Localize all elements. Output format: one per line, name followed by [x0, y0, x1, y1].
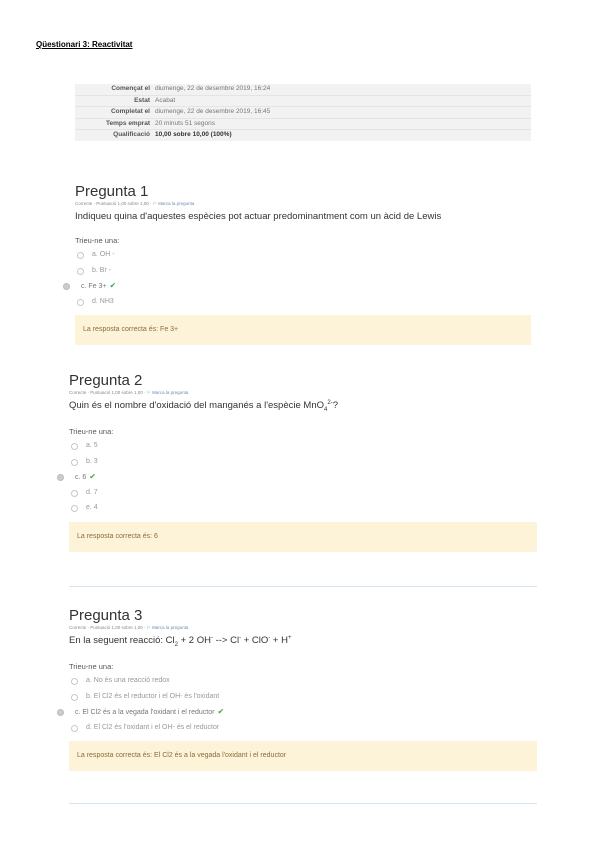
option-label: a. 5 — [86, 442, 98, 450]
subscript: 2 — [174, 642, 178, 649]
answer-prompt: Trieu-ne una: — [69, 662, 114, 672]
correct-answer-feedback: La resposta correcta és: Fe 3+ — [75, 315, 531, 345]
answer-option[interactable] — [69, 689, 537, 705]
check-icon: ✔ — [109, 281, 117, 290]
radio-button[interactable] — [71, 459, 78, 466]
flag-question-link[interactable]: Marca la pregunta — [152, 390, 189, 395]
question-text-part: --> Cl — [212, 635, 240, 647]
question-text-part: + ClO — [241, 635, 269, 647]
question-info: Correcte · Puntuació 1,00 sobre 1,00 · ⚐ Marca la pregunta — [75, 201, 195, 206]
option-label: b. 3 — [86, 457, 98, 465]
flag-question-link[interactable]: Marca la pregunta — [152, 625, 189, 630]
radio-button[interactable] — [77, 268, 84, 275]
answer-option[interactable] — [75, 247, 531, 263]
question-status: Correcte · Puntuació 1,00 sobre 1,00 — [69, 390, 143, 395]
summary-row — [75, 107, 531, 119]
radio-button[interactable] — [77, 299, 84, 306]
option-label: e. 4 — [86, 504, 98, 512]
summary-value: Acabat — [155, 96, 176, 104]
question-2 — [69, 372, 537, 552]
question-info: Correcte · Puntuació 1,00 sobre 1,00 · ⚐ Marca la pregunta — [69, 625, 189, 630]
question-text-main: Quin és el nombre d'oxidació del manganés a l'espècie MnO — [69, 400, 324, 412]
option-label: c. El Cl2 és a la vegada l'oxidant i el reductor — [75, 709, 215, 717]
answer-option-selected[interactable] — [75, 278, 531, 294]
summary-value: diumenge, 22 de desembre 2019, 16:45 — [155, 108, 271, 115]
option-label: a. No és una reacció redox — [86, 677, 170, 685]
divider — [69, 803, 537, 804]
flag-icon[interactable]: ⚐ — [152, 201, 157, 206]
question-status: Correcte · Puntuació 1,00 sobre 1,00 — [69, 625, 143, 630]
summary-label: Estat — [134, 96, 150, 104]
question-text-part: En la seguent reacció: Cl — [69, 635, 175, 647]
summary-label: Completat el — [110, 108, 150, 115]
radio-button[interactable] — [71, 505, 78, 512]
summary-row — [75, 130, 531, 141]
answer-option[interactable] — [75, 294, 531, 310]
answer-prompt: Trieu-ne una: — [75, 236, 120, 245]
radio-button[interactable] — [71, 490, 78, 497]
check-icon: ✔ — [89, 472, 96, 482]
radio-button[interactable] — [77, 252, 84, 259]
radio-button[interactable] — [71, 443, 78, 450]
answer-option[interactable] — [69, 438, 537, 454]
summary-row — [75, 84, 531, 96]
correct-answer-feedback: La resposta correcta és: El Cl2 és a la vegada l'oxidant i el reductor — [69, 741, 537, 771]
superscript: - — [210, 635, 213, 641]
superscript: - — [239, 635, 242, 641]
radio-button[interactable] — [71, 725, 78, 732]
superscript: + — [287, 635, 292, 641]
answer-option[interactable] — [69, 454, 537, 470]
answer-option[interactable] — [69, 673, 537, 689]
summary-value: 10,00 sobre 10,00 (100%) — [155, 131, 232, 138]
question-title: Pregunta 3 — [69, 607, 143, 624]
divider — [69, 586, 537, 587]
question-text — [69, 400, 537, 413]
flag-question-link[interactable]: Marca la pregunta — [158, 201, 195, 206]
check-icon: ✔ — [217, 707, 225, 717]
flag-icon[interactable]: ⚐ — [146, 625, 151, 630]
option-label: d. 7 — [86, 488, 98, 496]
radio-button[interactable] — [57, 474, 64, 481]
subscript: 4 — [324, 407, 328, 414]
summary-row — [75, 96, 531, 108]
option-label: b. Br - — [92, 266, 112, 274]
superscript: - — [268, 635, 271, 641]
option-label: c. Fe 3+ — [81, 283, 107, 290]
summary-value: 20 minuts 51 segons — [155, 119, 215, 127]
flag-icon[interactable]: ⚐ — [146, 390, 151, 395]
option-label: d. El Cl2 és l'oxidant i el OH- és el reductor — [86, 723, 220, 731]
summary-label: Començat el — [111, 85, 150, 92]
question-text-part: + 2 OH — [177, 635, 211, 647]
answer-option[interactable] — [69, 485, 537, 501]
answer-option[interactable] — [69, 720, 537, 736]
option-label: c. 6 — [75, 474, 87, 482]
question-title: Pregunta 1 — [75, 183, 149, 200]
question-3 — [69, 607, 537, 771]
question-text-end: ? — [332, 400, 338, 412]
summary-label: Temps emprat — [106, 119, 150, 127]
question-title: Pregunta 2 — [69, 372, 143, 389]
question-text: Indiqueu quina d'aquestes espècies pot actuar predominantment com un àcid de Lewis — [75, 211, 442, 222]
question-1 — [75, 183, 531, 345]
option-label: a. OH - — [92, 251, 115, 258]
question-info: Correcte · Puntuació 1,00 sobre 1,00 · ⚐ Marca la pregunta — [69, 390, 189, 395]
answer-option-selected[interactable] — [69, 704, 537, 720]
radio-button[interactable] — [71, 678, 78, 685]
radio-button[interactable] — [57, 709, 64, 716]
summary-row — [75, 119, 531, 131]
option-label: d. NH3 — [92, 297, 114, 305]
question-status: Correcte · Puntuació 1,00 sobre 1,00 — [75, 201, 149, 206]
summary-value: diumenge, 22 de desembre 2019, 16:24 — [155, 85, 271, 92]
answer-option-selected[interactable] — [69, 469, 537, 485]
answer-option[interactable] — [75, 263, 531, 279]
summary-label: Qualificació — [113, 131, 150, 138]
document-title: Qüestionari 3: Reactivitat — [36, 40, 133, 49]
answer-option[interactable] — [69, 500, 537, 516]
question-text — [69, 635, 537, 648]
correct-answer-feedback: La resposta correcta és: 6 — [69, 522, 537, 552]
option-label: b. El Cl2 és el reductor i el OH- és l'oxidant — [86, 692, 220, 700]
superscript: 2- — [327, 400, 333, 406]
radio-button[interactable] — [71, 694, 78, 701]
radio-button[interactable] — [63, 283, 70, 290]
question-text-part: + H — [270, 635, 288, 647]
answer-prompt: Trieu-ne una: — [69, 427, 114, 437]
attempt-summary-table — [75, 84, 531, 141]
